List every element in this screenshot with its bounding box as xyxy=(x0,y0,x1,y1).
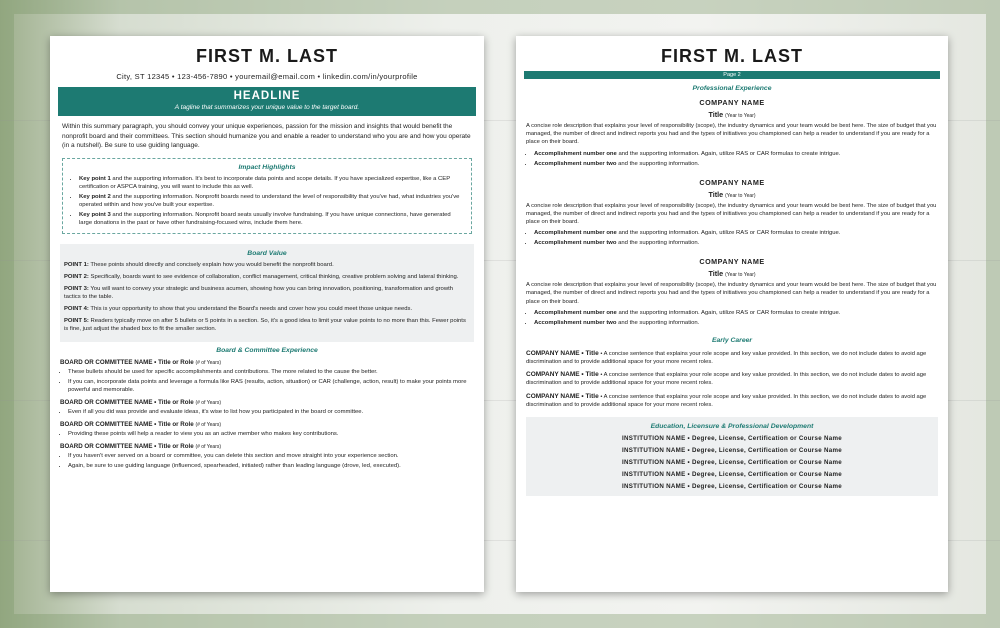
institution-line: INSTITUTION NAME • Degree, License, Certification or Course Name xyxy=(621,459,843,467)
accomplishment: • Accomplishment number two and the supporting information. xyxy=(534,319,940,327)
job-entry xyxy=(524,257,940,327)
board-bullet: • Even if all you did was provide and evaluate ideas, it's wise to list how you participated in the board or committee. xyxy=(68,408,476,416)
accomplishment: • Accomplishment number one and the supporting information. Again, utilize RAS or CAR formulas to create intrigue. xyxy=(534,150,940,158)
prof-exp-title: Professional Experience xyxy=(692,85,772,92)
board-role: BOARD OR COMMITTEE NAME • Title or Role (# of Years) xyxy=(60,398,222,406)
institution-line: INSTITUTION NAME • Degree, License, Certification or Course Name xyxy=(621,447,843,455)
accomplishment: • Accomplishment number two and the supporting information. xyxy=(534,239,940,247)
job-title: Title (Year to Year) xyxy=(708,110,756,119)
company-name: COMPANY NAME xyxy=(699,98,765,107)
impact-item: • Key point 2 and the supporting information. Nonprofit boards need to understand the level of responsibility that you've had, what industries you've operated within and how you've built your expertise. xyxy=(79,193,465,209)
early-career-title: Early Career xyxy=(711,336,753,344)
job-title: Title (Year to Year) xyxy=(708,269,756,279)
board-bullets xyxy=(58,430,476,438)
value-point: POINT 4: This is your opportunity to show that you understand the Board's needs and cover how you could meet those unique needs. xyxy=(64,305,413,312)
accomplishments xyxy=(524,229,940,247)
board-bullets xyxy=(58,452,476,470)
impact-list xyxy=(69,175,465,227)
value-point: POINT 1: These points should directly and concisely explain how you would benefit the nonprofit board. xyxy=(64,261,334,268)
impact-title: Impact Highlights xyxy=(238,163,296,171)
company-name: COMPANY NAME xyxy=(699,257,765,267)
accomplishment: • Accomplishment number two and the supporting information. xyxy=(534,160,940,168)
headline-banner xyxy=(58,87,476,116)
value-point: POINT 3: You will want to convey your strategic and business acumen, showing how you can bring innovation, positioning, transformation and growth tactics to the table. xyxy=(64,285,453,300)
job-entry xyxy=(524,98,940,168)
board-role: BOARD OR COMMITTEE NAME • Title or Role (# of Years) xyxy=(60,420,222,428)
impact-item: • Key point 1 and the supporting information. It's best to incorporate data points and scope details. If you have specialized expertise, like a CEP certification or ASPCA training, you will want to include this as well. xyxy=(79,175,465,191)
board-bullet: • These bullets should be used for specific accomplishments and contributions. The more related to the cause the better. xyxy=(68,368,476,376)
institution-line: INSTITUTION NAME • Degree, License, Certification or Course Name xyxy=(621,435,843,443)
role-description: A concise role description that explains your level of responsibility (scope), the industry dynamics and your team would be best here. The size of budget that you managed, the number of direct and indirect reports you had and the types of initiatives you championed can help a reader to understand if you are ready for a place on their board. xyxy=(526,282,937,305)
resume-page-2 xyxy=(516,36,948,592)
resume-name: FIRST M. LAST xyxy=(661,46,803,66)
board-bullet: • Again, be sure to use guiding language (influenced, spearheaded, initiated) rather than leading language (drove, led, executed). xyxy=(68,462,476,470)
accomplishments xyxy=(524,309,940,327)
institution-line: INSTITUTION NAME • Degree, License, Certification or Course Name xyxy=(621,471,843,479)
summary-paragraph: Within this summary paragraph, you should convey your unique experiences, passion for the mission and insights that would benefit the nonprofit board and their committees. This section should humanize you and enable a reader to understand who you are and how you operate (in a nutshell). Be sure to use guiding language. xyxy=(62,123,471,149)
role-description: A concise role description that explains your level of responsibility (scope), the industry dynamics and your team would be best here. The size of budget that you managed, the number of direct and indirect reports you had and the types of initiatives you championed can help a reader to understand if you are ready for a place on their board. xyxy=(526,202,937,226)
early-career-item: COMPANY NAME • Title • A concise sentence that explains your role scope and key value provided. In this section, we do not include dates to avoid age discrimination and to provide additional space for your more recent roles. xyxy=(526,392,927,408)
company-name: COMPANY NAME xyxy=(699,177,765,187)
board-bullets xyxy=(58,368,476,394)
board-bullet: • If you haven't ever served on a board or committee, you can delete this section and move straight into your experience section. xyxy=(68,452,476,460)
headline-text: HEADLINE xyxy=(233,90,301,102)
job-title: Title (Year to Year) xyxy=(708,189,756,199)
early-career-item: COMPANY NAME • Title • A concise sentence that explains your role scope and key value provided. In this section, we do not include dates to avoid age discrimination and to provide additional space for your more recent roles. xyxy=(526,349,927,366)
board-value-box xyxy=(60,244,474,342)
value-point: POINT 5: Readers typically move on after 5 bullets or 5 points in a section. So, it's a good idea to limit your value points to no more than this. Fewer points is fine, just adjust the shaded box to fit the smaller section. xyxy=(64,317,466,332)
board-bullets xyxy=(58,408,476,416)
value-point: POINT 2: Specifically, boards want to see evidence of collaboration, conflict management, critical thinking, creative problem solving and lateral thinking. xyxy=(64,273,459,280)
education-title: Education, Licensure & Professional Development xyxy=(650,423,814,431)
contact-line: City, ST 12345 • 123-456-7890 • youremail@email.com • linkedin.com/in/yourprofile xyxy=(116,72,418,81)
board-bullet: • Providing these points will help a reader to view you as an active member who makes key contributions. xyxy=(68,430,476,438)
board-role: BOARD OR COMMITTEE NAME • Title or Role (# of Years) xyxy=(60,358,222,366)
impact-highlights-box xyxy=(62,158,472,234)
tagline-text: A tagline that summarizes your unique value to the target board. xyxy=(174,104,360,111)
job-entry xyxy=(524,178,940,248)
resume-page-1 xyxy=(50,36,484,592)
institution-line: INSTITUTION NAME • Degree, License, Certification or Course Name xyxy=(621,483,843,491)
board-role: BOARD OR COMMITTEE NAME • Title or Role (# of Years) xyxy=(60,442,222,450)
role-description: A concise role description that explains your level of responsibility (scope), the industry dynamics and your team would be best here. The size of budget that you managed, the number of direct and indirect reports you had and the types of initiatives you championed can help a reader to understand if you are ready for a place on their board. xyxy=(526,123,937,146)
board-exp-title: Board & Committee Experience xyxy=(216,346,318,354)
board-bullet: • If you can, incorporate data points and leverage a formula like RAS (results, action, situation) or CAR (challenge, action, result) to make your points more powerful and memorable. xyxy=(68,378,476,394)
accomplishment: • Accomplishment number one and the supporting information. Again, utilize RAS or CAR formulas to create intrigue. xyxy=(534,309,940,317)
accomplishment: • Accomplishment number one and the supporting information. Again, utilize RAS or CAR formulas to create intrigue. xyxy=(534,229,940,237)
accomplishments xyxy=(524,150,940,168)
impact-item: • Key point 3 and the supporting information. Nonprofit board seats usually involve fundraising. If you have unique connections, have generated large donations in the past or have other fundraising-focused wins, include them here. xyxy=(79,211,465,227)
page-label-bar: Page 2 xyxy=(524,71,940,79)
early-career-item: COMPANY NAME • Title • A concise sentence that explains your role scope and key value provided. In this section, we do not include dates to avoid age discrimination and to provide additional space for your more recent roles. xyxy=(526,371,927,387)
resume-name: FIRST M. LAST xyxy=(196,46,338,66)
education-box xyxy=(526,417,938,496)
board-value-title: Board Value xyxy=(247,249,287,257)
